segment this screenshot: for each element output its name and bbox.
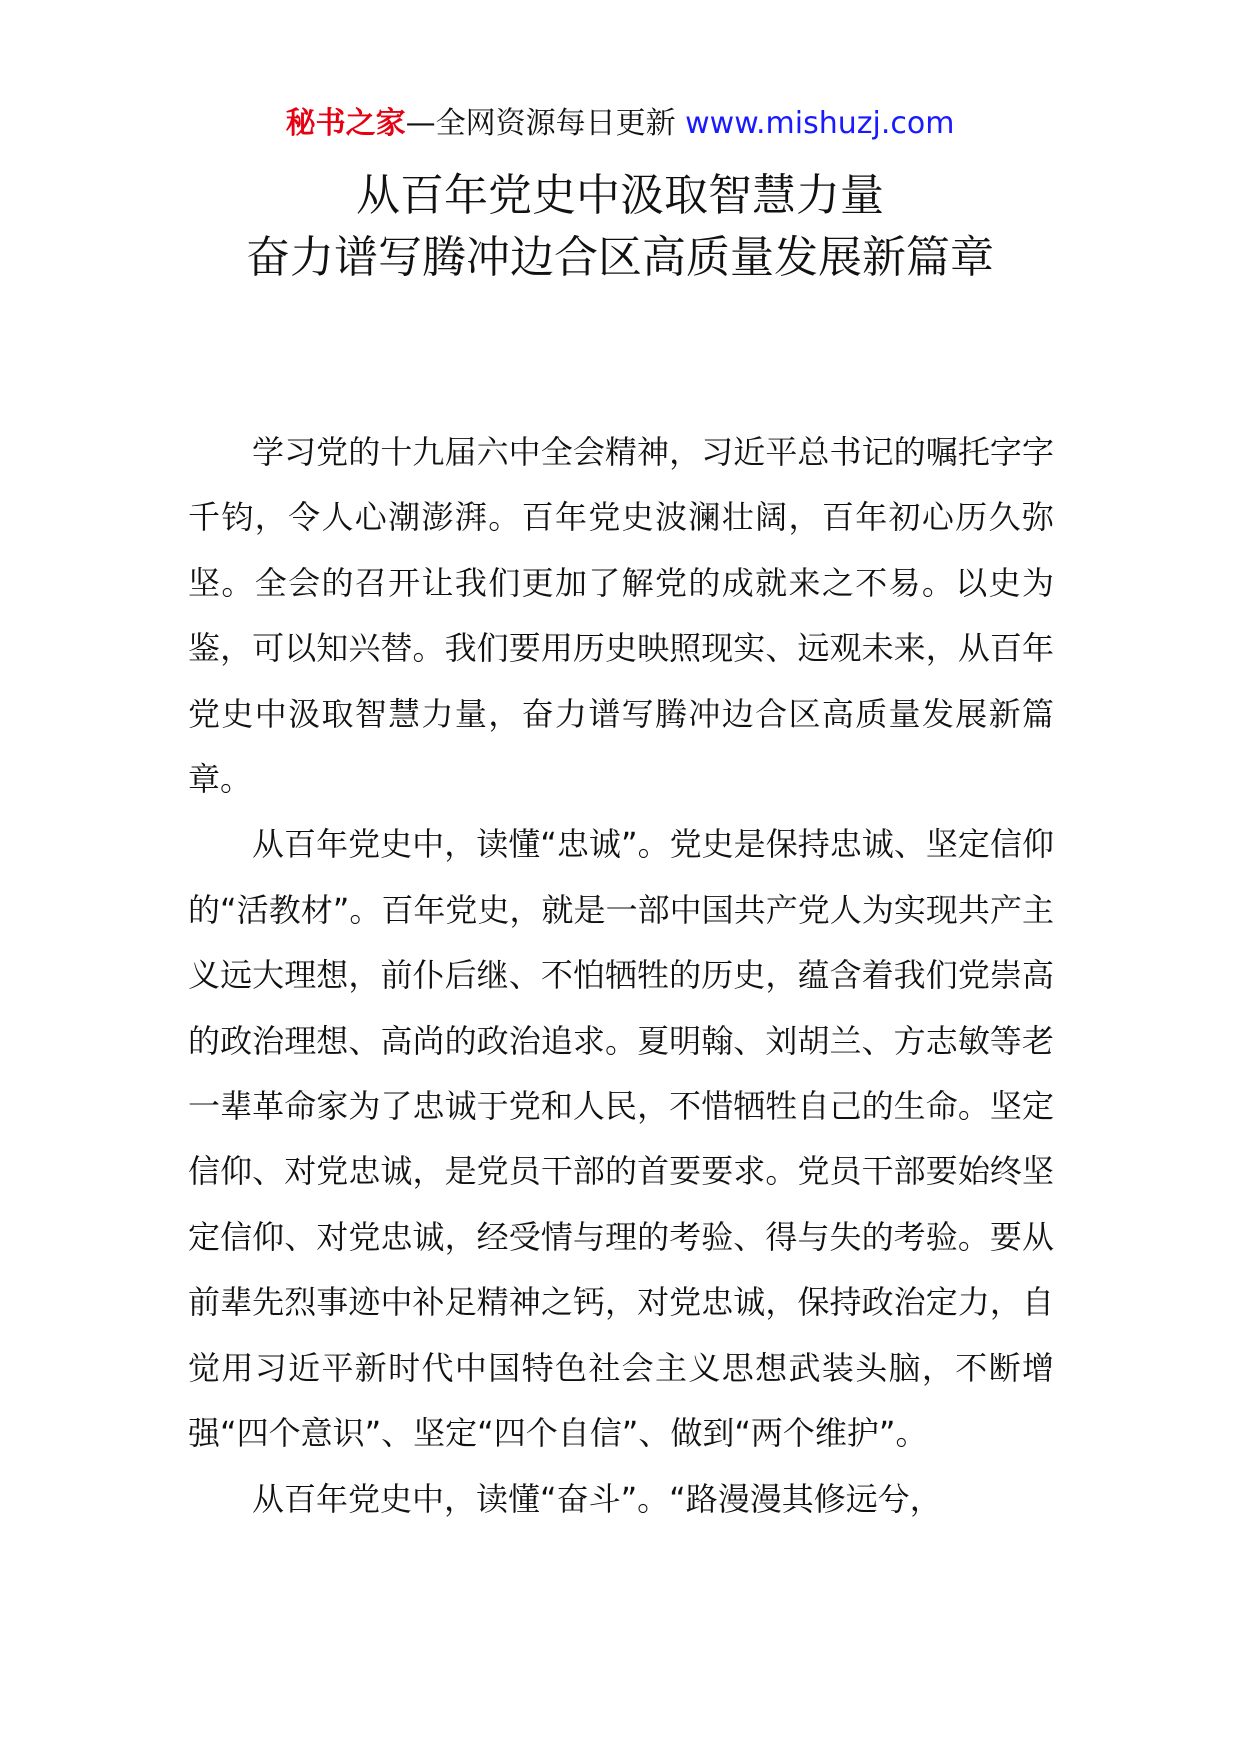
document-title-line-1: 从百年党史中汲取智慧力量 (356, 170, 884, 221)
paragraph-struggle: 从百年党史中，读懂“奋斗”。“路漫漫其修远兮， (252, 1479, 942, 1518)
site-slogan: —全网资源每日更新 (405, 106, 676, 141)
paragraph-loyalty: 从百年党史中，读懂“忠诚”。党史是保持忠诚、坚定信仰的“活教材”。百年党史，就是一部中国共产党人为实现共产主义远大理想，前仆后继、不怕牺牲的历史，蕴含着我们党崇高的政治理想、高尚的政治追求。夏明翰、刘胡兰、方志敏等老一辈革命家为了忠诚于党和人民，不惜牺牲自己的生命。坚定信仰、对党忠诚，是党员干部的首要要求。党员干部要始终坚定信仰、对党忠诚，经受情与理的考验、得与失的考验。要从前辈先烈事迹中补足精神之钙，对党忠诚，保持政治定力，自觉用习近平新时代中国特色社会主义思想武装头脑，不断增强“四个意识”、坚定“四个自信”、做到“两个维护”。 (188, 825, 1054, 1453)
site-url-link[interactable]: www.mishuzj.com (685, 106, 955, 141)
document-body (188, 420, 1054, 1532)
document-title-line-2: 奋力谱写腾冲边合区高质量发展新篇章 (246, 232, 994, 283)
site-brand: 秘书之家 (285, 106, 406, 141)
paragraph-intro: 学习党的十九届六中全会精神，习近平总书记的嘱托字字千钧，令人心潮澎湃。百年党史波澜壮阔，百年初心历久弥坚。全会的召开让我们更加了解党的成就来之不易。以史为鉴，可以知兴替。我们要用历史映照现实、远观未来，从百年党史中汲取智慧力量，奋力谱写腾冲边合区高质量发展新篇章。 (188, 433, 1054, 799)
site-header (0, 104, 1240, 144)
